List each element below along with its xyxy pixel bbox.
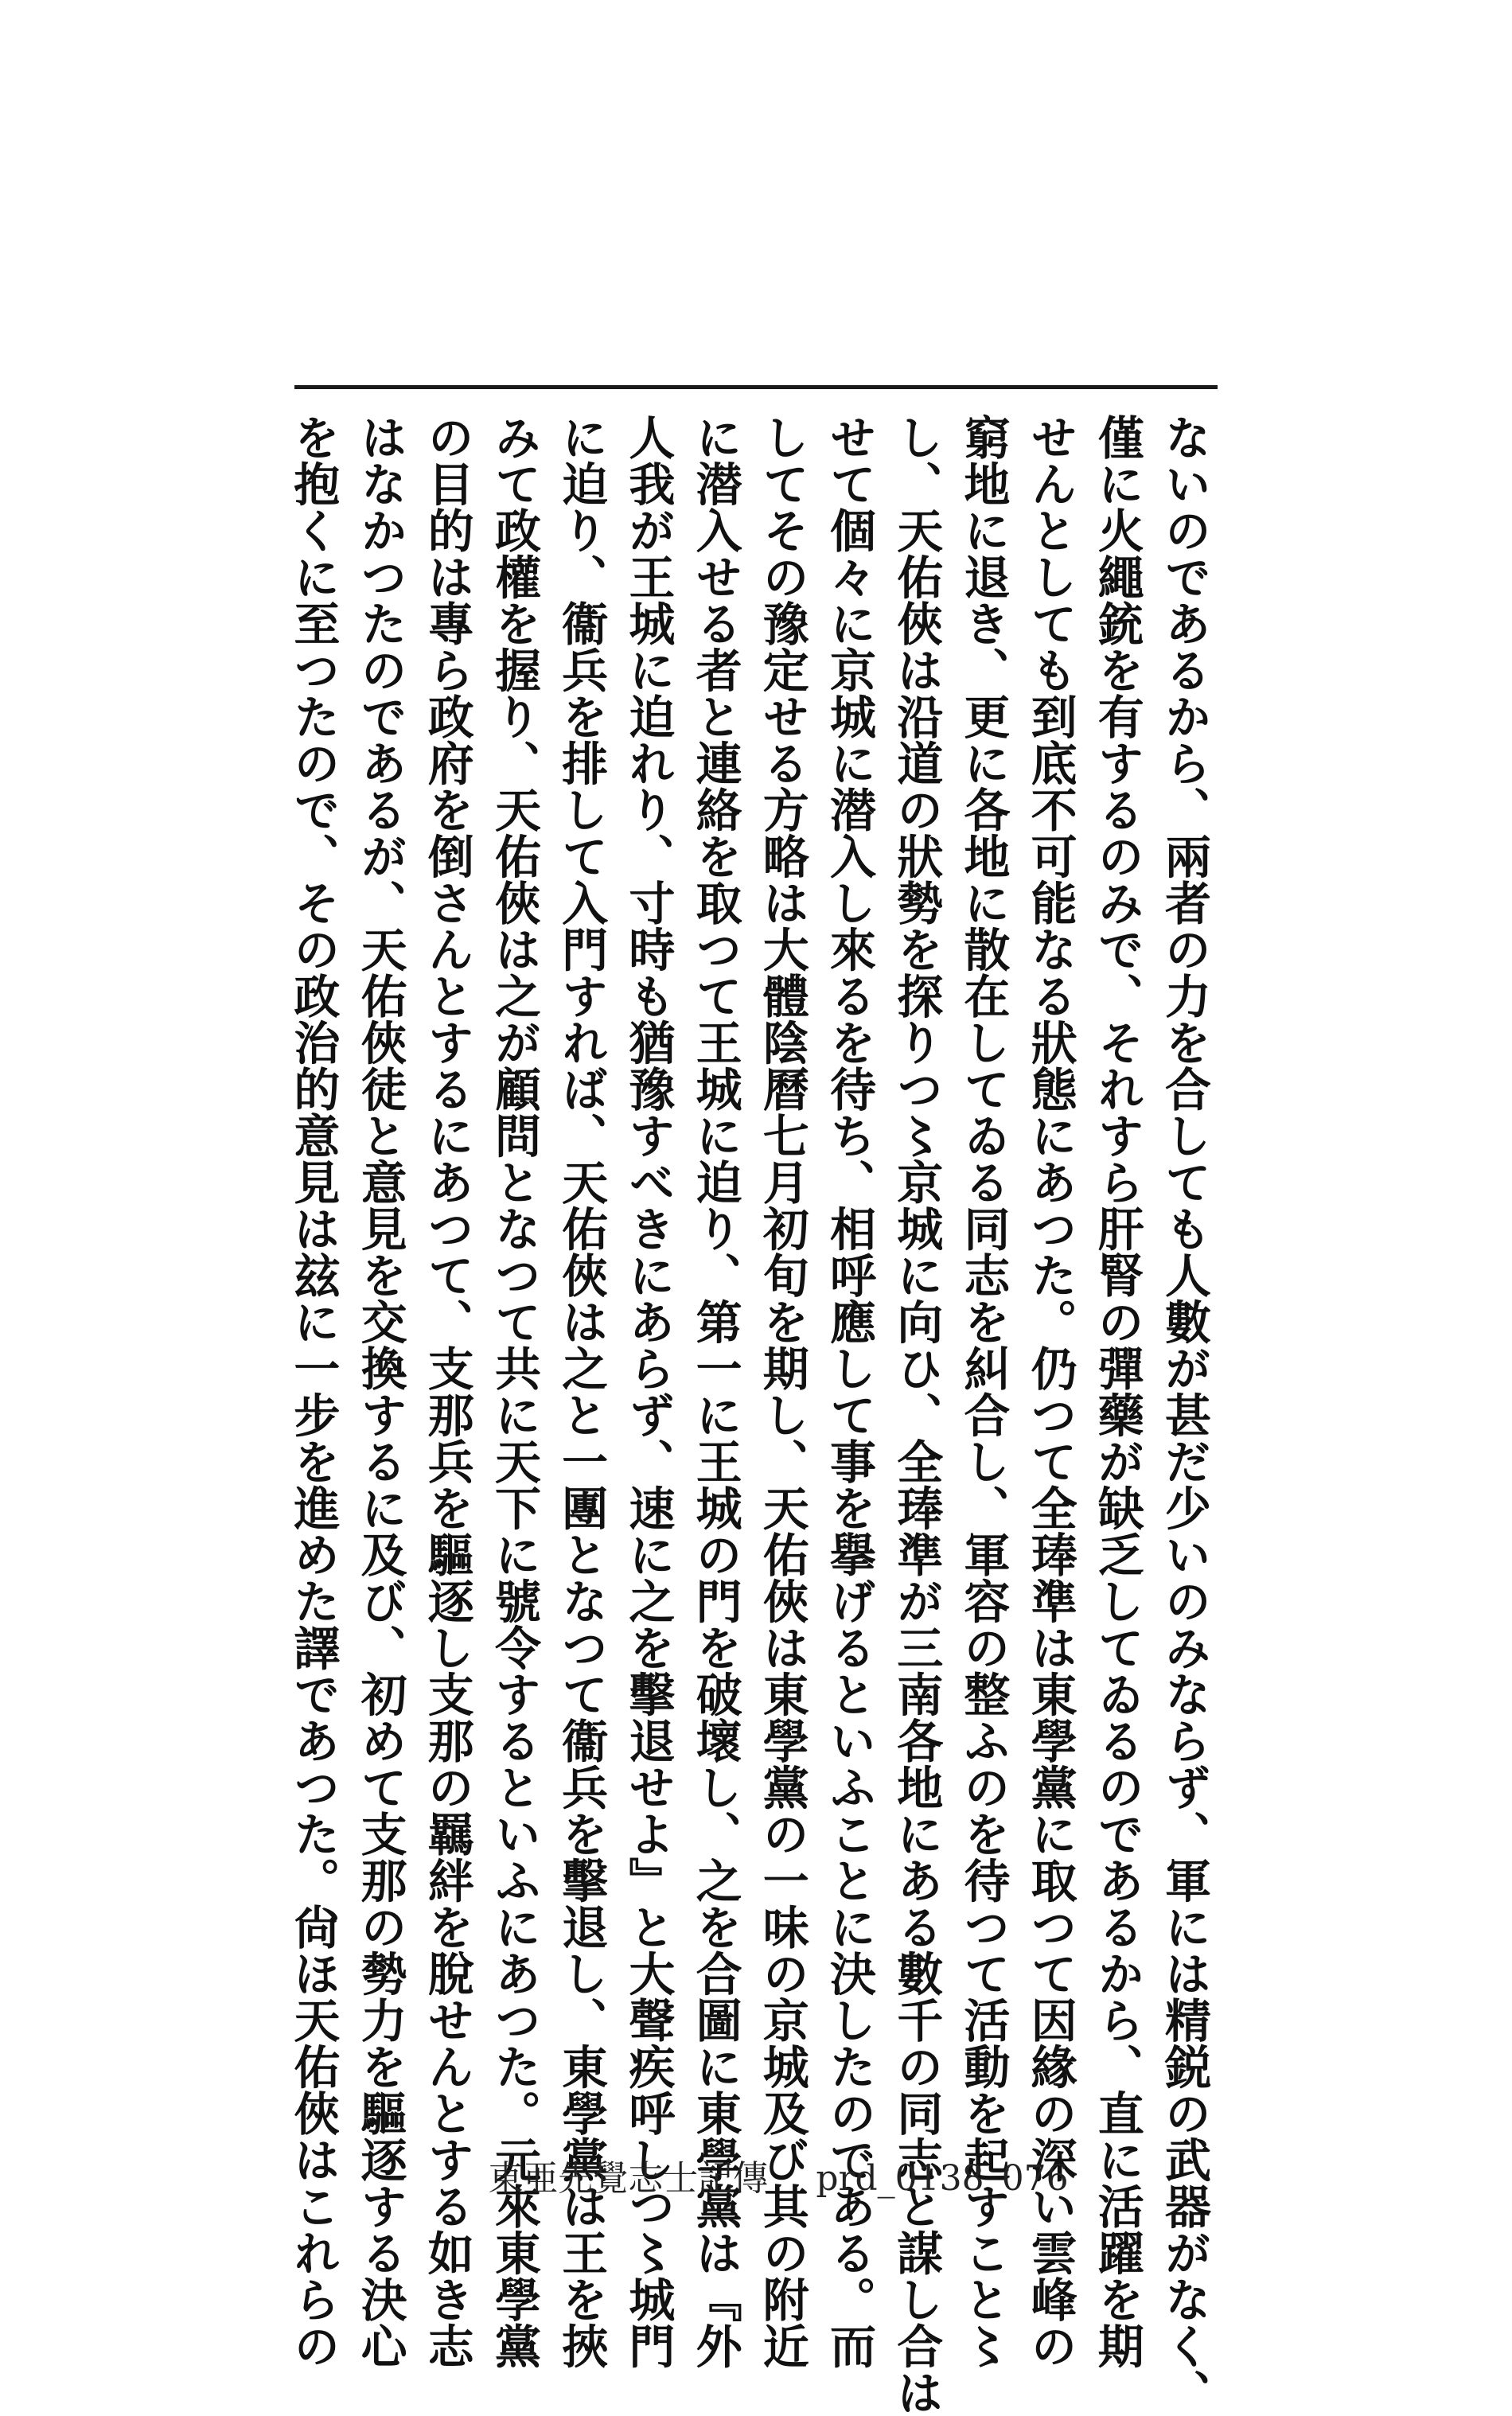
text-line: せんとしても到底不可能なる狀態にあつた。仍つて全琫準は東學黨に取つて因緣の深い雲峰の bbox=[1023, 414, 1077, 2369]
text-line: みて政權を握り、天佑俠は之が顧問となつて共に天下に號令するといふにあつた。元來東學黨 bbox=[486, 414, 541, 2369]
text-line: を抱くに至つたので、その政治的意見は玆に一步を進めた譯であつた。尙ほ天佑俠はこれらの bbox=[286, 414, 341, 2369]
footer-book-title: 東亜先覺志士記傳 bbox=[488, 2158, 769, 2199]
page-footer bbox=[0, 2109, 1512, 2241]
text-line: せて個々に京城に潜入し來るを待ち、相呼應して事を擧げるといふことに決したのである。而 bbox=[821, 414, 876, 2369]
text-line: の目的は專ら政府を倒さんとするにあつて、支那兵を驅逐し支那の羈絆を脫せんとする如き志 bbox=[419, 414, 474, 2369]
text-line: し、天佑俠は沿道の狀勢を探りつ〻京城に向ひ、全琫準が三南各地にある數千の同志と謀し合は bbox=[889, 414, 944, 2416]
text-line: 窮地に退き、更に各地に散在してゐる同志を糾合し、軍容の整ふのを待つて活動を起すこと〻 bbox=[956, 414, 1011, 2369]
text-line: 僅に火繩銃を有するのみで、それすら肝腎の彈藥が缺乏してゐるのであるから、直に活躍を期 bbox=[1089, 414, 1144, 2369]
text-line: してその豫定せる方略は大體陰曆七月初旬を期し、天佑俠は東學黨の一味の京城及び其の附近 bbox=[754, 414, 809, 2369]
top-rule-divider bbox=[294, 385, 1218, 389]
text-line: はなかつたのであるが、天佑俠徒と意見を交換するに及び、初めて支那の勢力を驅逐する決心 bbox=[353, 414, 407, 2369]
text-line: ないのであるから、兩者の力を合しても人數が甚だ少いのみならず、軍には精鋭の武器がなく、 bbox=[1157, 414, 1211, 2416]
text-line: に潜入せる者と連絡を取つて王城に迫り、第一に王城の門を破壞し、之を合圖に東學黨は『外 bbox=[688, 414, 742, 2369]
text-line: に迫り、衞兵を排して入門すれば、天佑俠は之と一團となつて衞兵を擊退し、東學黨は王を挾 bbox=[554, 414, 609, 2369]
text-line: 人我が王城に迫れり、寸時も猶豫すべきにあらず、速に之を擊退せよ』と大聲疾呼しつ〻城門 bbox=[621, 414, 676, 2369]
footer-page-id: prd_0138_076 bbox=[816, 2158, 1069, 2199]
